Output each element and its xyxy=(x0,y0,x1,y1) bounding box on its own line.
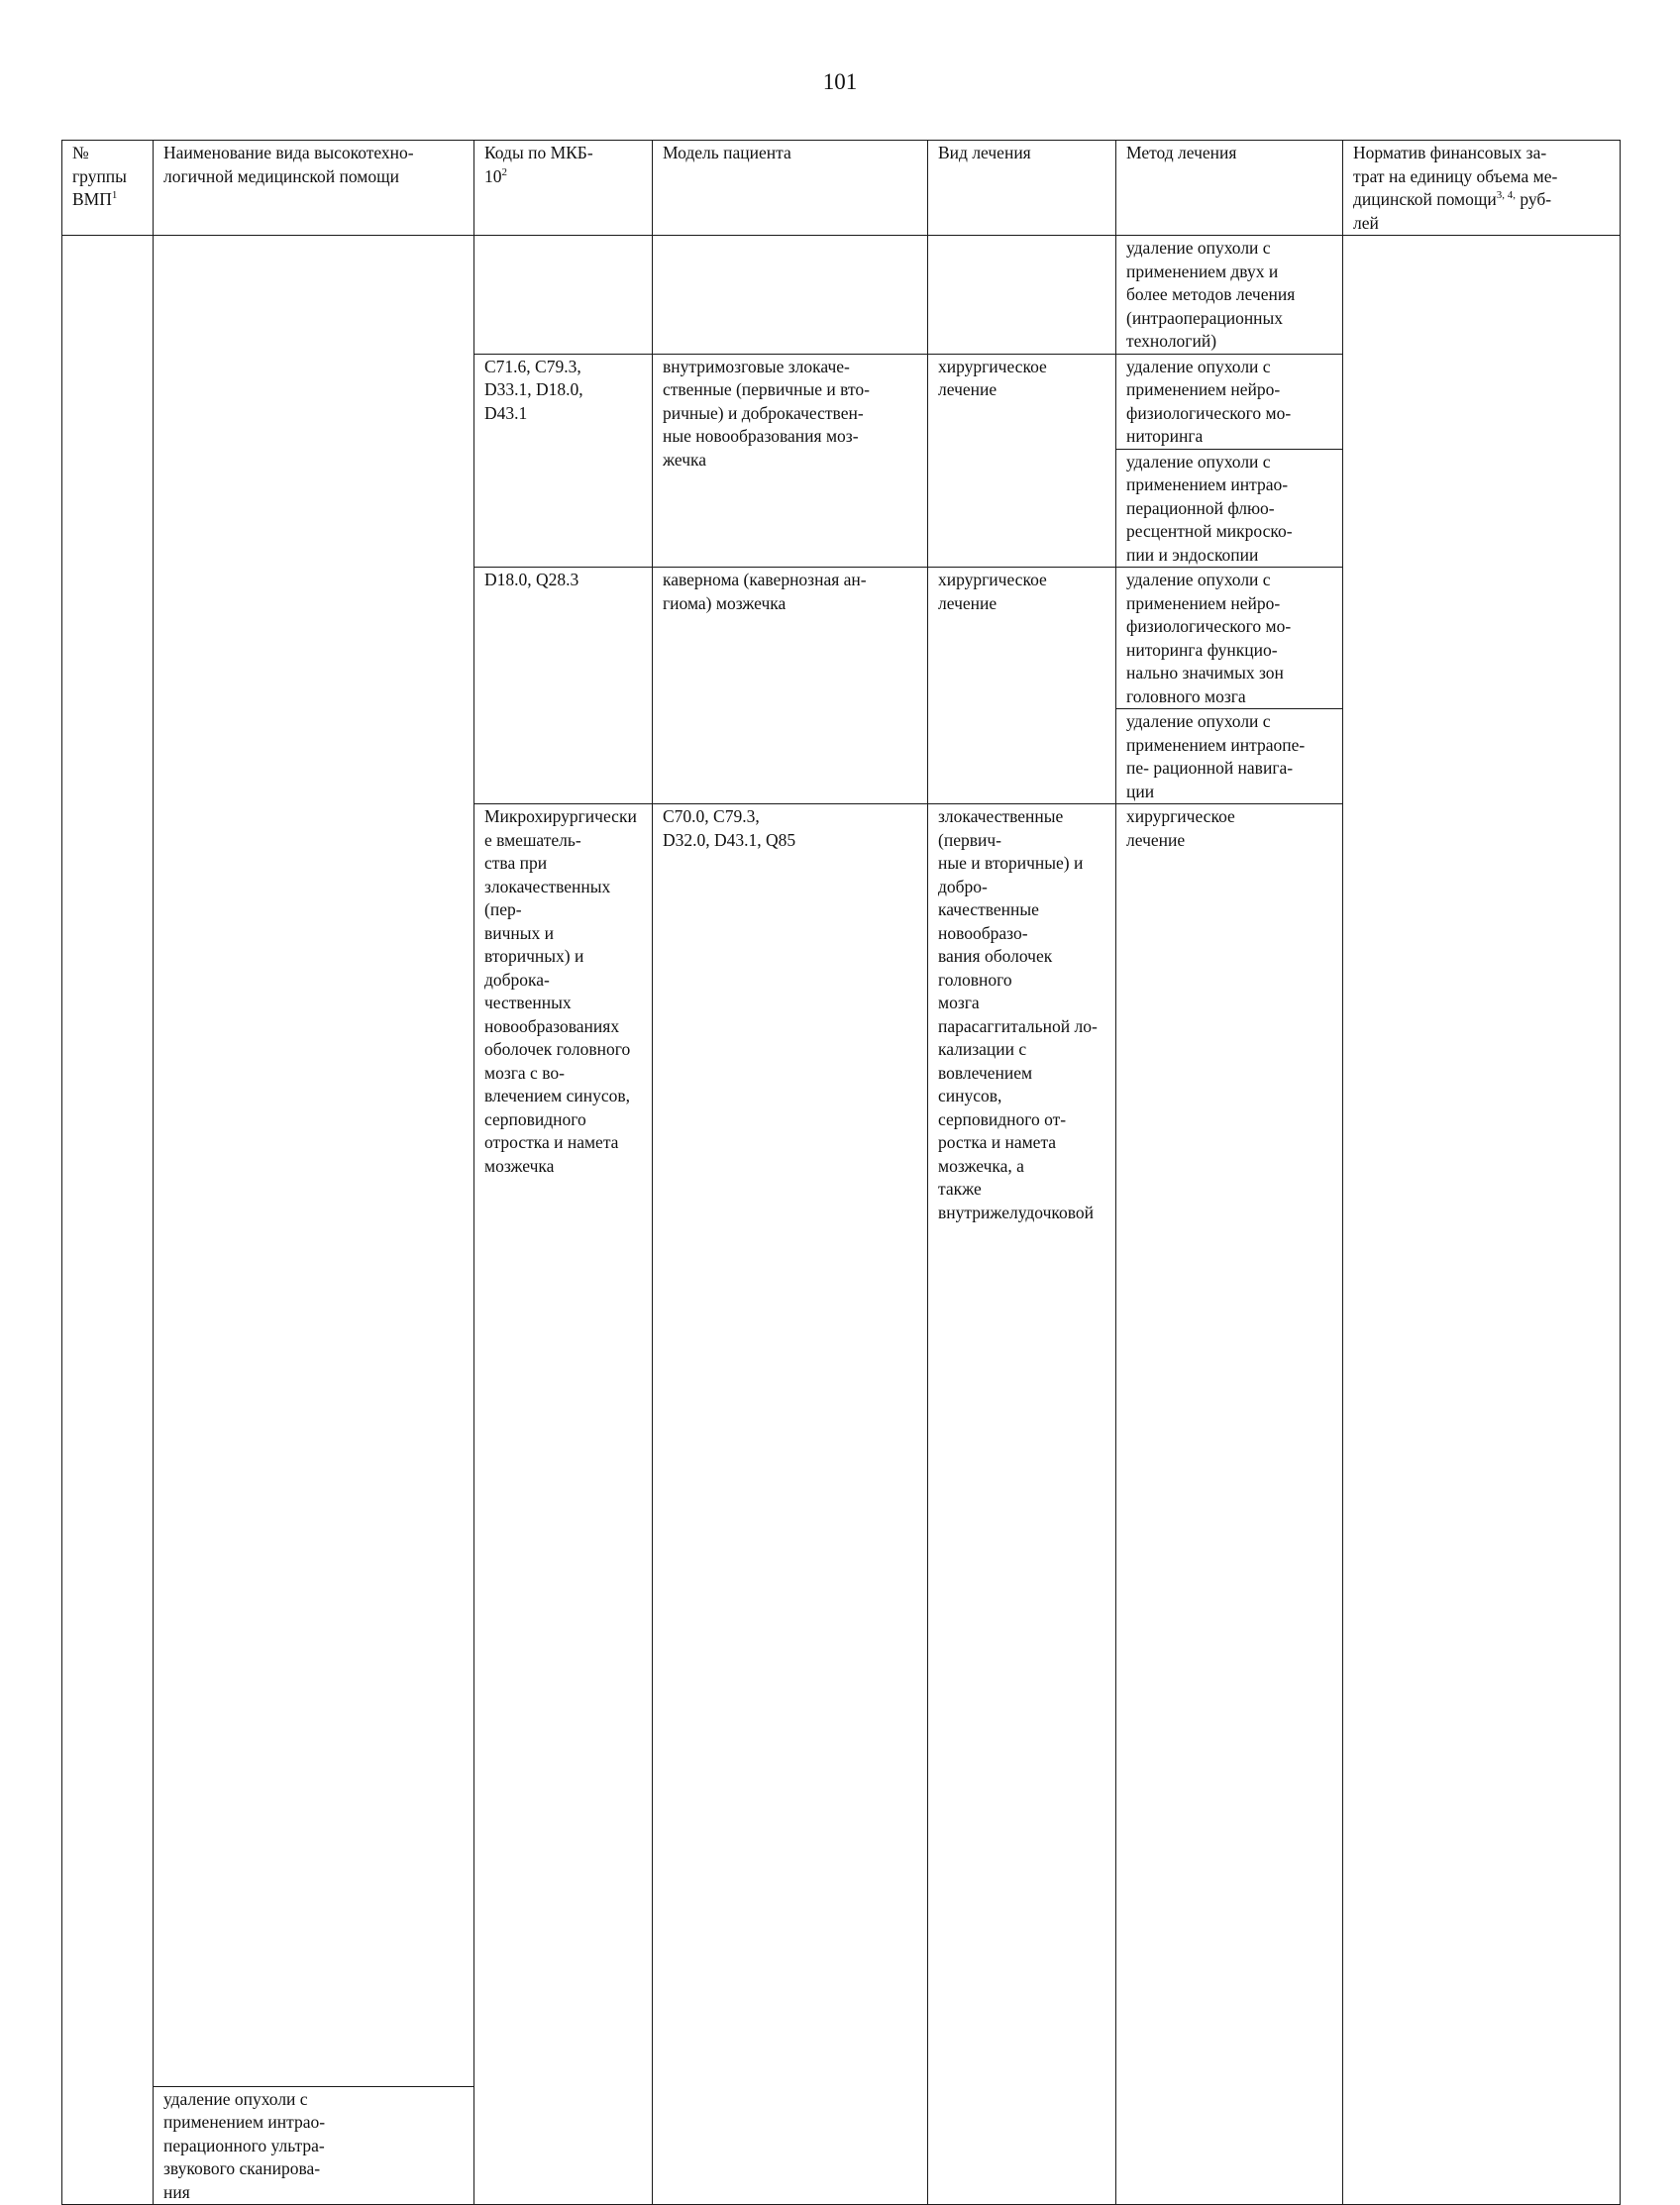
cell-model: внутримозговые злокаче- ственные (первичные и вто- ричные) и доброкачествен- ные новообразования моз- жечка xyxy=(653,354,928,568)
header-method: Метод лечения xyxy=(1116,141,1343,236)
cell-codes: C71.6, C79.3, D33.1, D18.0, D43.1 xyxy=(474,354,653,568)
header-name: Наименование вида высокотехно- логичной медицинской помощи xyxy=(154,141,474,236)
header-row xyxy=(62,141,1621,236)
header-codes: Коды по МКБ- $10^2$ xyxy=(474,141,653,236)
vmp-table xyxy=(61,140,1621,2205)
cell-treatment: хирургическое лечение xyxy=(1116,804,1343,2205)
cell-codes: D18.0, Q28.3 xyxy=(474,568,653,804)
cell-model: злокачественные (первич- ные и вторичные) и добро- качественные новообразо- вания оболочек головного мозга парасаггитальной ло- кализации с вовлечением синусов, серповидного от- ростка и намета мозжечка, а также внутрижелудочковой xyxy=(928,804,1116,2205)
cell-norm xyxy=(1343,236,1621,2205)
cell-group-num xyxy=(62,236,154,2205)
page-number: 101 xyxy=(822,69,858,94)
header-treatment: Вид лечения xyxy=(928,141,1116,236)
cell-name: Микрохирургические вмешатель- ства при злокачественных (пер- вичных и вторичных) и доброка- чественных новообразованиях оболочек головного мозга с во- влечением синусов, серповидного отростка и намета мозжечка xyxy=(474,804,653,2205)
cell-treatment: хирургическое лечение xyxy=(928,568,1116,804)
header-model: Модель пациента xyxy=(653,141,928,236)
cell-name-empty xyxy=(154,236,474,2087)
cell-method: удаление опухоли с применением нейро- физиологического мо- ниторинга функцио- нально значимых зон головного мозга xyxy=(1116,568,1343,709)
cell-model: кавернома (кавернозная ан- гиома) мозжечка xyxy=(653,568,928,804)
cell-method: удаление опухоли с применением интраопе- пе- рационной навига- ции xyxy=(1116,709,1343,804)
cell-method: удаление опухоли с применением двух и более методов лечения (интраоперационных технологий) xyxy=(1116,236,1343,355)
cell-method: удаление опухоли с применением нейро- физиологического мо- ниторинга xyxy=(1116,354,1343,449)
cell-codes: C70.0, C79.3, D32.0, D43.1, Q85 xyxy=(653,804,928,2205)
cell-method: удаление опухоли с применением интрао- перационной флюо- ресцентной микроско- пии и эндоскопии xyxy=(1116,449,1343,568)
cell-treatment xyxy=(928,236,1116,355)
cell-model xyxy=(653,236,928,355)
header-group-num: № группы ВМП$^1$ xyxy=(62,141,154,236)
cell-codes xyxy=(474,236,653,355)
cell-treatment: хирургическое лечение xyxy=(928,354,1116,568)
cell-method: удаление опухоли с применением интрао- перационного ультра- звукового сканирова- ния xyxy=(154,2086,474,2205)
header-norm: Норматив финансовых за- трат на единицу объема ме- дицинской помощи$^{3, 4,}$ руб- лей xyxy=(1343,141,1621,236)
table-row xyxy=(62,236,1621,355)
